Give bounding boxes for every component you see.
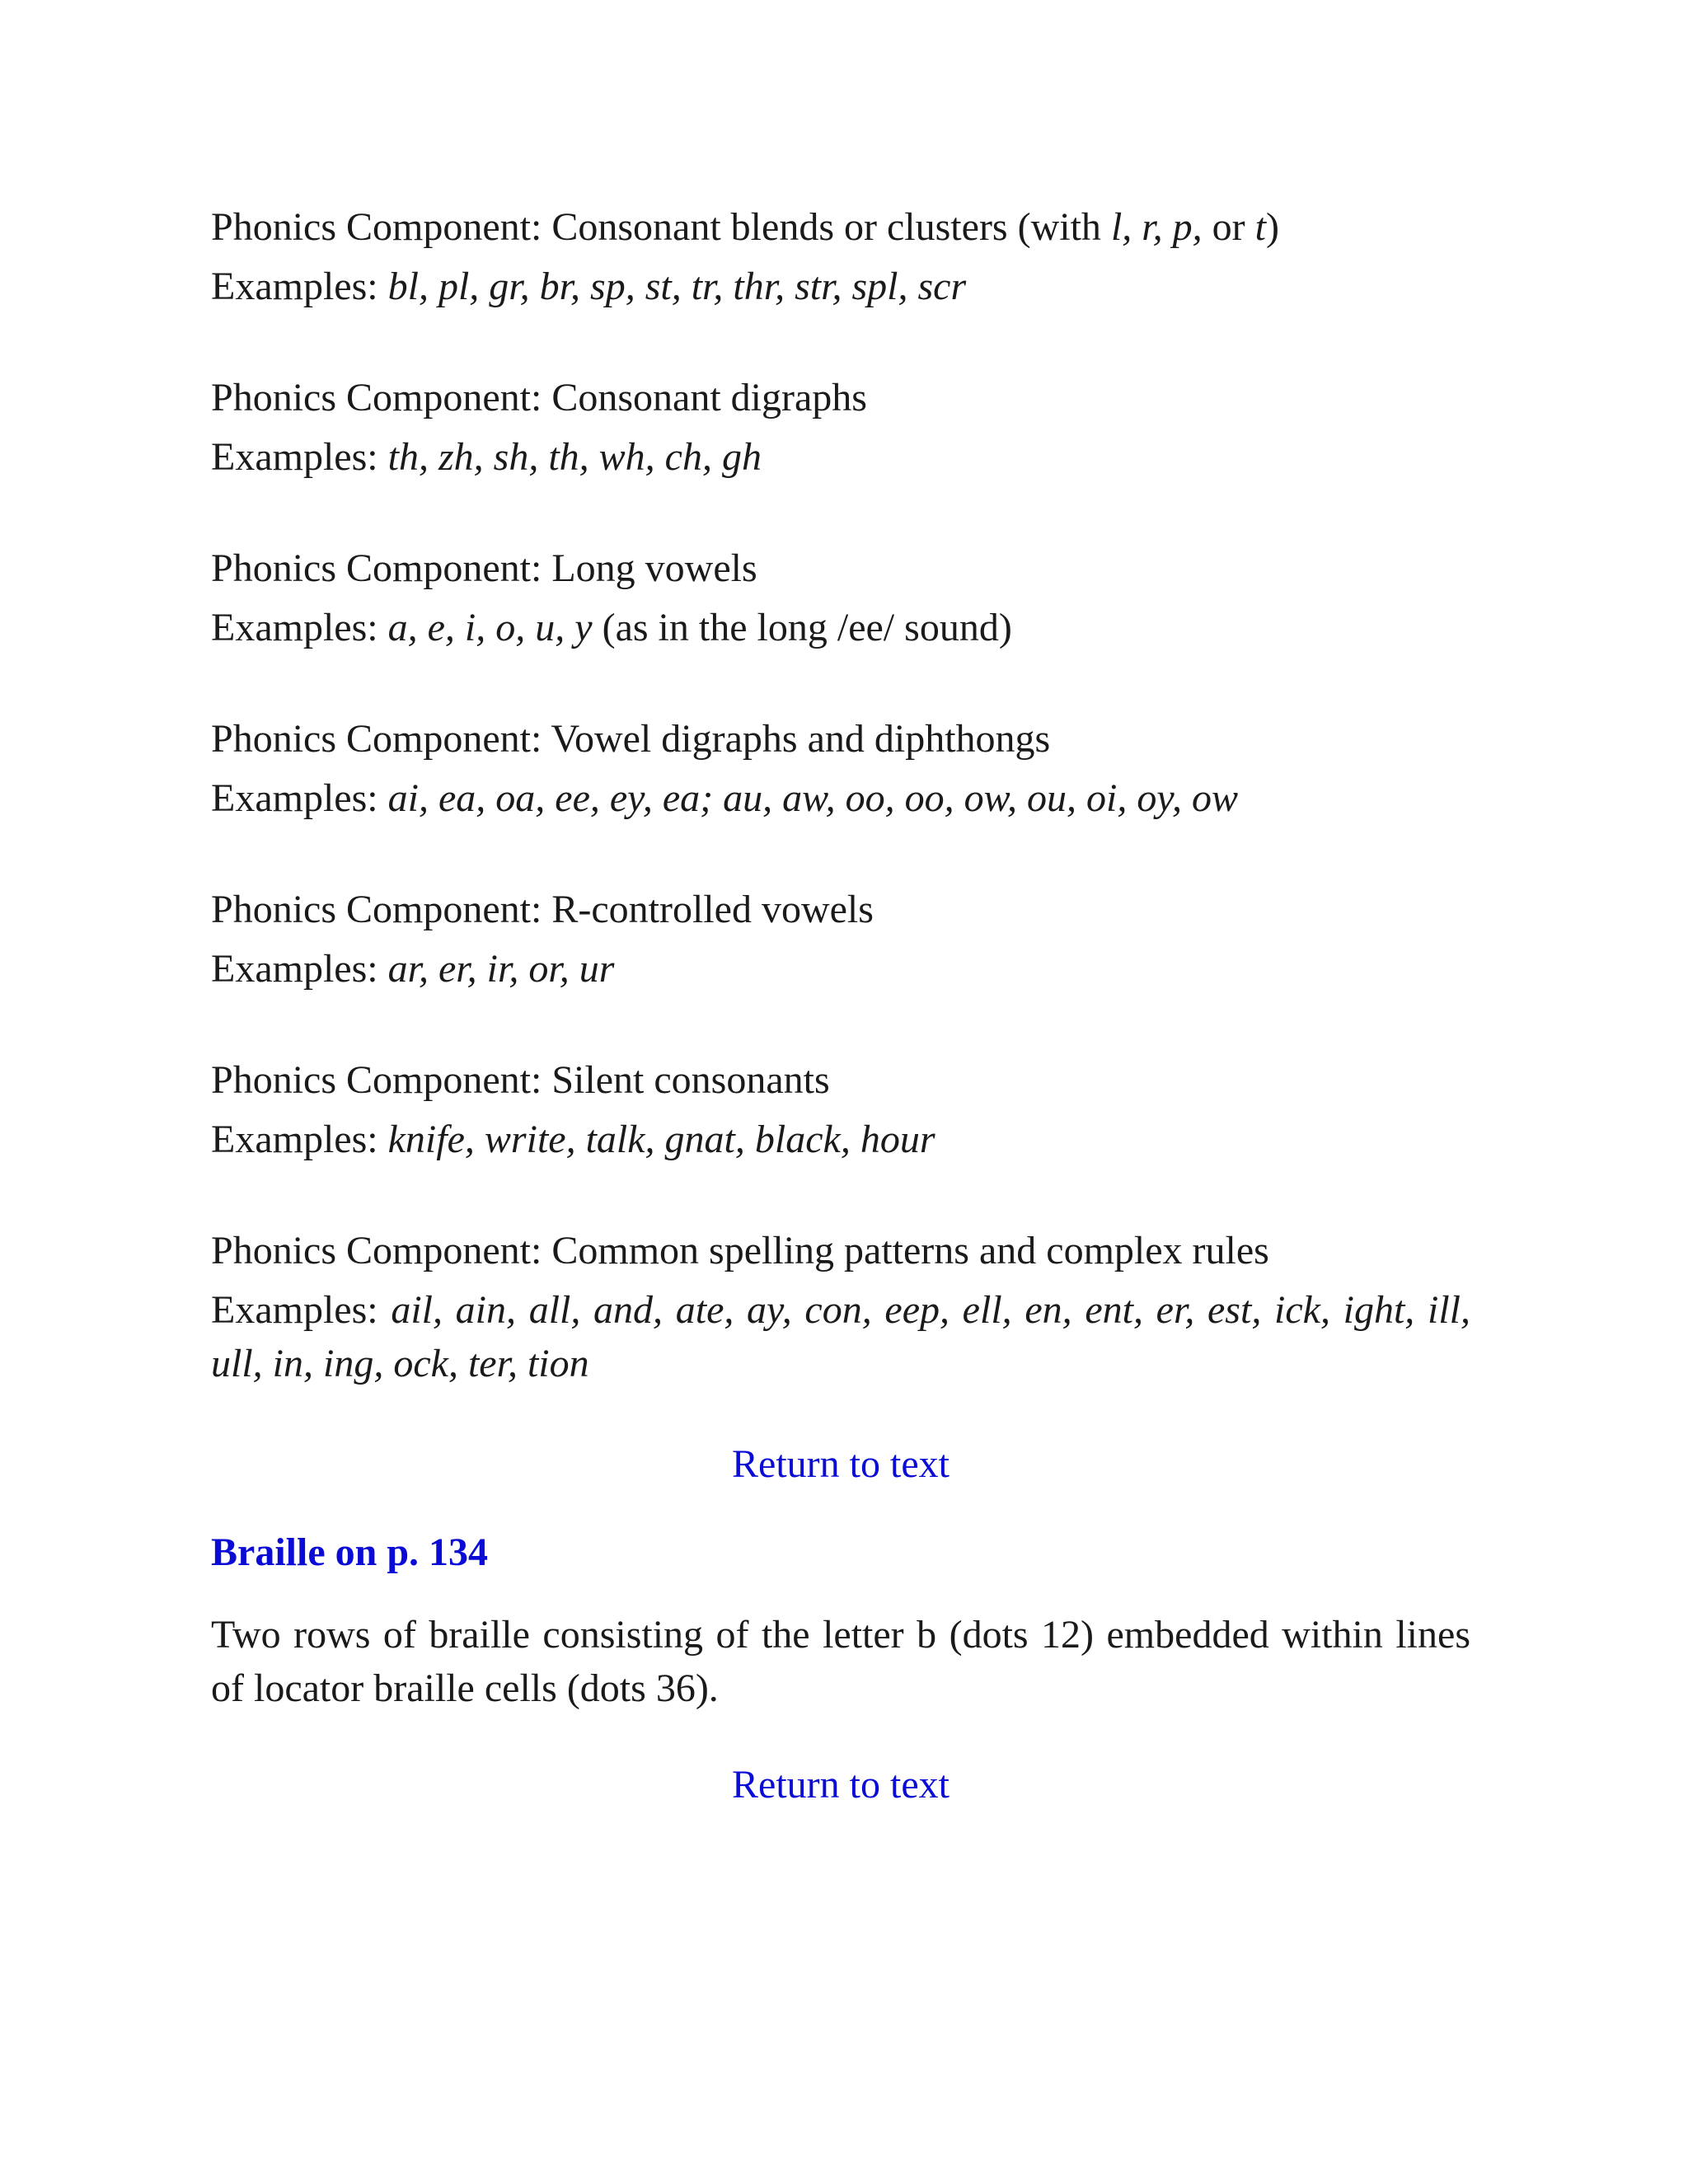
phonics-entry-r-controlled-vowels	[211, 877, 1470, 996]
component-label: Phonics Component:	[211, 717, 551, 761]
examples-label: Examples:	[211, 606, 388, 649]
component-label: Phonics Component:	[211, 888, 552, 931]
component-line	[211, 365, 1470, 430]
component-label: Phonics Component:	[211, 1058, 552, 1102]
return-to-text-link-1[interactable]	[211, 1432, 1470, 1497]
component-letter-t: t	[1254, 205, 1266, 249]
phonics-entry-spelling-patterns	[211, 1218, 1470, 1390]
component-line	[211, 1218, 1470, 1283]
component-letters: l, r, p,	[1110, 205, 1203, 249]
return-to-text-anchor[interactable]: Return to text	[732, 1442, 950, 1486]
component-line	[211, 536, 1470, 601]
examples-line	[211, 771, 1470, 825]
return-to-text-link-2[interactable]	[211, 1752, 1470, 1817]
component-name: Consonant digraphs	[551, 376, 867, 419]
component-name: Silent consonants	[551, 1058, 830, 1102]
examples-line	[211, 1283, 1470, 1390]
examples-label: Examples:	[211, 265, 388, 308]
phonics-entry-consonant-digraphs	[211, 365, 1470, 484]
examples-list: knife, write, talk, gnat, black, hour	[387, 1118, 935, 1161]
component-label: Phonics Component:	[211, 1229, 552, 1272]
examples-list: bl, pl, gr, br, sp, st, tr, thr, str, spl, scr	[387, 265, 967, 308]
document-page	[211, 194, 1470, 1817]
component-name: Common spelling patterns and complex rules	[551, 1229, 1269, 1272]
component-line	[211, 194, 1470, 260]
phonics-entry-long-vowels	[211, 536, 1470, 654]
examples-label: Examples:	[211, 776, 388, 820]
examples-list: ail, ain, all, and, ate, ay, con, eep, ell, en, ent, er, est, ick, ight, ill, ull, in, ing, ock, ter, tion	[211, 1288, 1471, 1385]
examples-line	[211, 942, 1470, 996]
component-line	[211, 1047, 1470, 1113]
examples-label: Examples:	[211, 435, 388, 479]
examples-list: th, zh, sh, th, wh, ch, gh	[387, 435, 762, 479]
examples-list: ar, er, ir, or, ur	[387, 947, 615, 991]
component-or: or	[1202, 205, 1255, 249]
examples-line	[211, 260, 1470, 313]
phonics-entry-silent-consonants	[211, 1047, 1470, 1166]
examples-note: (as in the long /ee/ sound)	[592, 606, 1012, 649]
component-name: Consonant blends or clusters (with	[551, 205, 1111, 249]
component-line	[211, 706, 1470, 771]
component-name: Vowel digraphs and diphthongs	[551, 717, 1051, 761]
phonics-entry-vowel-digraphs	[211, 706, 1470, 825]
phonics-entry-consonant-blends	[211, 194, 1470, 313]
examples-list: a, e, i, o, u, y	[387, 606, 593, 649]
examples-label: Examples:	[211, 947, 388, 991]
examples-line	[211, 430, 1470, 484]
examples-line	[211, 1113, 1470, 1166]
component-label: Phonics Component:	[211, 205, 552, 249]
return-to-text-anchor[interactable]: Return to text	[732, 1763, 950, 1807]
examples-line	[211, 601, 1470, 654]
component-line	[211, 877, 1470, 942]
component-name: Long vowels	[551, 546, 757, 590]
component-label: Phonics Component:	[211, 546, 552, 590]
examples-label: Examples:	[211, 1118, 388, 1161]
component-label: Phonics Component:	[211, 376, 552, 419]
component-name: R-controlled vowels	[551, 888, 874, 931]
examples-list: ai, ea, oa, ee, ey, ea; au, aw, oo, oo, ow, ou, oi, oy, ow	[387, 776, 1239, 820]
component-close-paren: )	[1265, 205, 1279, 249]
examples-label: Examples:	[211, 1288, 392, 1332]
braille-description: Two rows of braille consisting of the letter b (dots 12) embedded within lines of locator braille cells (dots 36).	[211, 1613, 1470, 1710]
braille-section-heading: Braille on p. 134	[211, 1530, 489, 1574]
